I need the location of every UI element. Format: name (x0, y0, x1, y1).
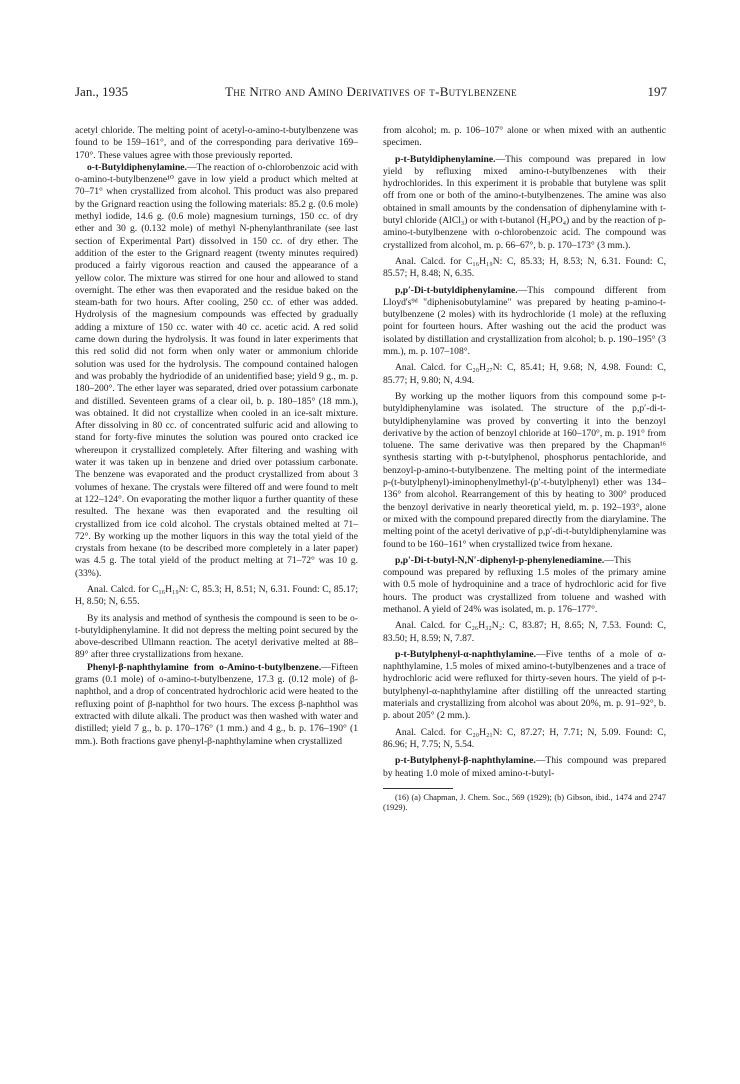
page-number: 197 (647, 84, 667, 99)
analysis-line: Anal. Calcd. for C₁₆H₁₉N: C, 85.33; H, 8.53; N, 6.31. Found: C, 85.57; H, 8.48; N, 6.35. (383, 255, 666, 280)
paragraph: from alcohol; m. p. 106–107° alone or when mixed with an authentic specimen. (383, 125, 666, 149)
paragraph-text: —Five tenths of a mole of α-naphthylamine, 1.5 moles of mixed amino-t-butylbenzenes and a trace of hydrochloric acid were refluxed for thirty-seven hours. The yield of p-t-butylphenyl-α-naphthylamine after distilling off the unreacted starting materials and crystallizing from alcohol was about 20%, m. p. 91–92°, b. p. about 205° (2 mm.). (383, 648, 666, 722)
analysis-line: Anal. Calcd. for C₂₀H₂₁N: C, 87.27; H, 7.71; N, 5.09. Found: C, 86.96; H, 7.75; N, 5.54. (383, 726, 666, 750)
running-title: The Nitro and Amino Derivatives of t-Butylbenzene (225, 84, 517, 99)
section-heading: p,p′-Di-t-butyl-N,N′-diphenyl-p-phenylenediamine. (395, 554, 605, 566)
paragraph-text: —The reaction of o-chlorobenzoic acid with o-amino-t-butylbenzene¹⁰ gave in low yield a product which melted at 70–71° when crystallized from alcohol. This product was also prepared by the Grignard reaction using the following materials: 85.2 g. (0.6 mole) methyl iodide, 14.6 g. (0.6 mole) magnesium turnings, 150 cc. of dry ether and 30 g. (0.132 mole) of methyl N-phenylanthranilate (see last section of Experimental Part) dissolved in 150 cc. of dry ether. The addition of the ester to the Grignard reagent (twenty minutes required) produced a fairly vigorous reaction and caused the appearance of a yellow color. The mixture was stirred for one hour and allowed to stand overnight. The ether was then evaporated and the residue baked on the steam-bath for two hours. After cooling, 250 cc. of ether was added. Hydrolysis of the magnesium compounds was effected by gradually adding a mixture of 150 cc. water with 40 cc. acetic acid. A red solid came down during the hydrolysis. It was found in later experiments that this red solid did not form when only water or ammonium chloride solution was used for the hydrolysis. The compound contained halogen and was probably the hydriodide of an unidentified base; yield 9 g., m. p. 180–200°. The ether layer was separated, dried over potassium carbonate and distilled. Seventeen grams of a clear oil, b. p. 180–185° (18 mm.), was obtained. It did not crystallize when cooled in an ice-salt mixture. After dissolving in 80 cc. of concentrated sulfuric acid and allowing to stand for forty-five minutes the solution was poured onto cracked ice whereupon it crystallized completely. After filtering and washing with water it was taken up in benzene and dried over potassium carbonate. The benzene was evaporated and the product crystallized from about 3 volumes of hexane. The crystals were filtered off and were found to melt at 122–124°. On evaporating the mother liquor a further quantity of these resulted. The hexane was then evaporated and the resulting oil crystallized from ice cold alcohol. The crystals obtained melted at 71–72°. By working up the mother liquors in this way the total yield of the crystals from hexane (to be described more completely in a later paper) was 4.5 g. The total yield of the product melting at 71–72° was 10 g. (33%). (75, 161, 358, 579)
paragraph (383, 154, 666, 252)
paragraph: acetyl chloride. The melting point of acetyl-o-amino-t-butylbenzene was found to be 159–161°, and of the corresponding para derivative 169–170°. These values agree with those previously reported. (75, 125, 358, 161)
paragraph (383, 285, 666, 359)
analysis-line: Anal. Calcd. for C₂₆H₃₂N₂: C, 83.87; H, 8.65; N, 7.53. Found: C, 83.50; H, 8.59; N, 7.87. (383, 620, 666, 644)
footnote: (16) (a) Chapman, J. Chem. Soc., 569 (1929); (b) Gibson, ibid., 1474 and 2747 (1929). (383, 792, 666, 813)
issue-date: Jan., 1935 (75, 84, 129, 99)
section-heading: p,p′-Di-t-butyldiphenylamine. (395, 284, 518, 296)
section-heading: p-t-Butylphenyl-α-naphthylamine. (395, 648, 537, 660)
section-heading: Phenyl-β-naphthylamine from o-Amino-t-butylbenzene. (87, 661, 322, 673)
left-column (75, 125, 358, 748)
section-heading: o-t-Butyldiphenylamine. (87, 161, 187, 173)
footnote-divider (383, 788, 453, 789)
paragraph (75, 162, 358, 580)
paragraph-text: —This compound was prepared by heating 1.0 mole of mixed amino-t-butyl- (383, 755, 666, 779)
paragraph-text: —Fifteen grams (0.1 mole) of o-amino-t-butylbenzene, 17.3 g. (0.12 mole) of β-naphthol, and a drop of concentrated hydrochloric acid were heated to the refluxing point of β-naphthol for two hours. The excess β-naphthol was extracted with dilute alkali. The product was then washed with water and distilled; yield 7 g., b. p. 170–176° (1 mm.) and 4 g., b. p. 176–190° (1 mm.). Both fractions gave phenyl-β-naphthylamine when crystallized (75, 661, 358, 747)
running-header (75, 84, 667, 106)
right-column (383, 125, 666, 814)
section-heading: p-t-Butyldiphenylamine. (395, 153, 496, 165)
analysis-line: Anal. Calcd. for C₁₆H₁₉N: C, 85.3; H, 8.51; N, 6.31. Found: C, 85.17; H, 8.50; N, 6.55. (75, 583, 358, 608)
paragraph: By its analysis and method of synthesis the compound is seen to be o-t-butyldiphenylamine. It did not depress the melting point secured by the above-described Ullmann reaction. The acetyl derivative melted at 88–89° after three crystallizations from hexane. (75, 612, 358, 661)
section-heading: p-t-Butylphenyl-β-naphthylamine. (395, 755, 536, 767)
analysis-line: Anal. Calcd. for C₂₀H₂₇N: C, 85.41; H, 9.68; N, 4.98. Found: C, 85.77; H, 9.80; N, 4.94. (383, 362, 666, 386)
paragraph-text: —This compound was prepared by refluxing 1.5 moles of the primary amine with 0.5 mole of hydroquinine and a trace of hydrochloric acid for five hours. The product was crystallized from toluene and washed with methanol. A yield of 24% was isolated, m. p. 176–177°. (383, 554, 666, 615)
paragraph (383, 649, 666, 723)
paragraph-text: —This compound was prepared in low yield by refluxing mixed amino-t-butylbenzenes with their hydrochlorides. In this experiment it is probable that butylene was split off from one or both of the amino-t-butylbenzenes. The amine was also obtained in small amounts by the condensation of diphenylamine with t-butyl chloride (AlCl₃) or with t-butanol (H₃PO₄) and by the reaction of p-amino-t-butylbenzene with o-chlorobenzoic acid. The compound was crystallized from alcohol, m. p. 66–67°, b. p. 170–173° (3 mm.). (383, 153, 666, 251)
paragraph (75, 662, 358, 748)
paragraph-text: —This compound different from Lloyd's⁹ᵈ "diphenisobutylamine" was prepared by heating p-amino-t-butylbenzene (2 moles) with its hydrochloride (1 mole) at the refluxing point for fourteen hours. After washing out the acid the product was isolated by distillation and crystallization from alcohol; b. p. 190–195° (3 mm.), m. p. 107–108°. (383, 284, 666, 358)
paragraph (383, 555, 666, 616)
paragraph: By working up the mother liquors from this compound some p-t-butyldiphenylamine was isolated. The structure of the p,p′-di-t-butyldiphenylamine was proved by converting it into the benzoyl derivative by the action of benzoyl chloride at 160–170°, m. p. 191° from toluene. The same derivative was then prepared by the Chapman¹⁶ synthesis starting with p-t-butylphenol, phosphorus pentachloride, and benzoyl-p-amino-t-butylbenzene. The melting point of the intermediate p-(t-butylphenyl)-iminophenylmethyl-(p′-t-butylphenyl) ether was 134–136° from alcohol. Rearrangement of this by heating to 300° produced the benzoyl derivative in nearly theoretical yield, m. p. 192–193°, alone or mixed with the compound prepared directly from the diarylamine. The melting point of the acetyl derivative of p,p′-di-t-butyldiphenylamine was found to be 160–161° when crystallized twice from hexane. (383, 390, 666, 550)
paragraph (383, 755, 666, 780)
